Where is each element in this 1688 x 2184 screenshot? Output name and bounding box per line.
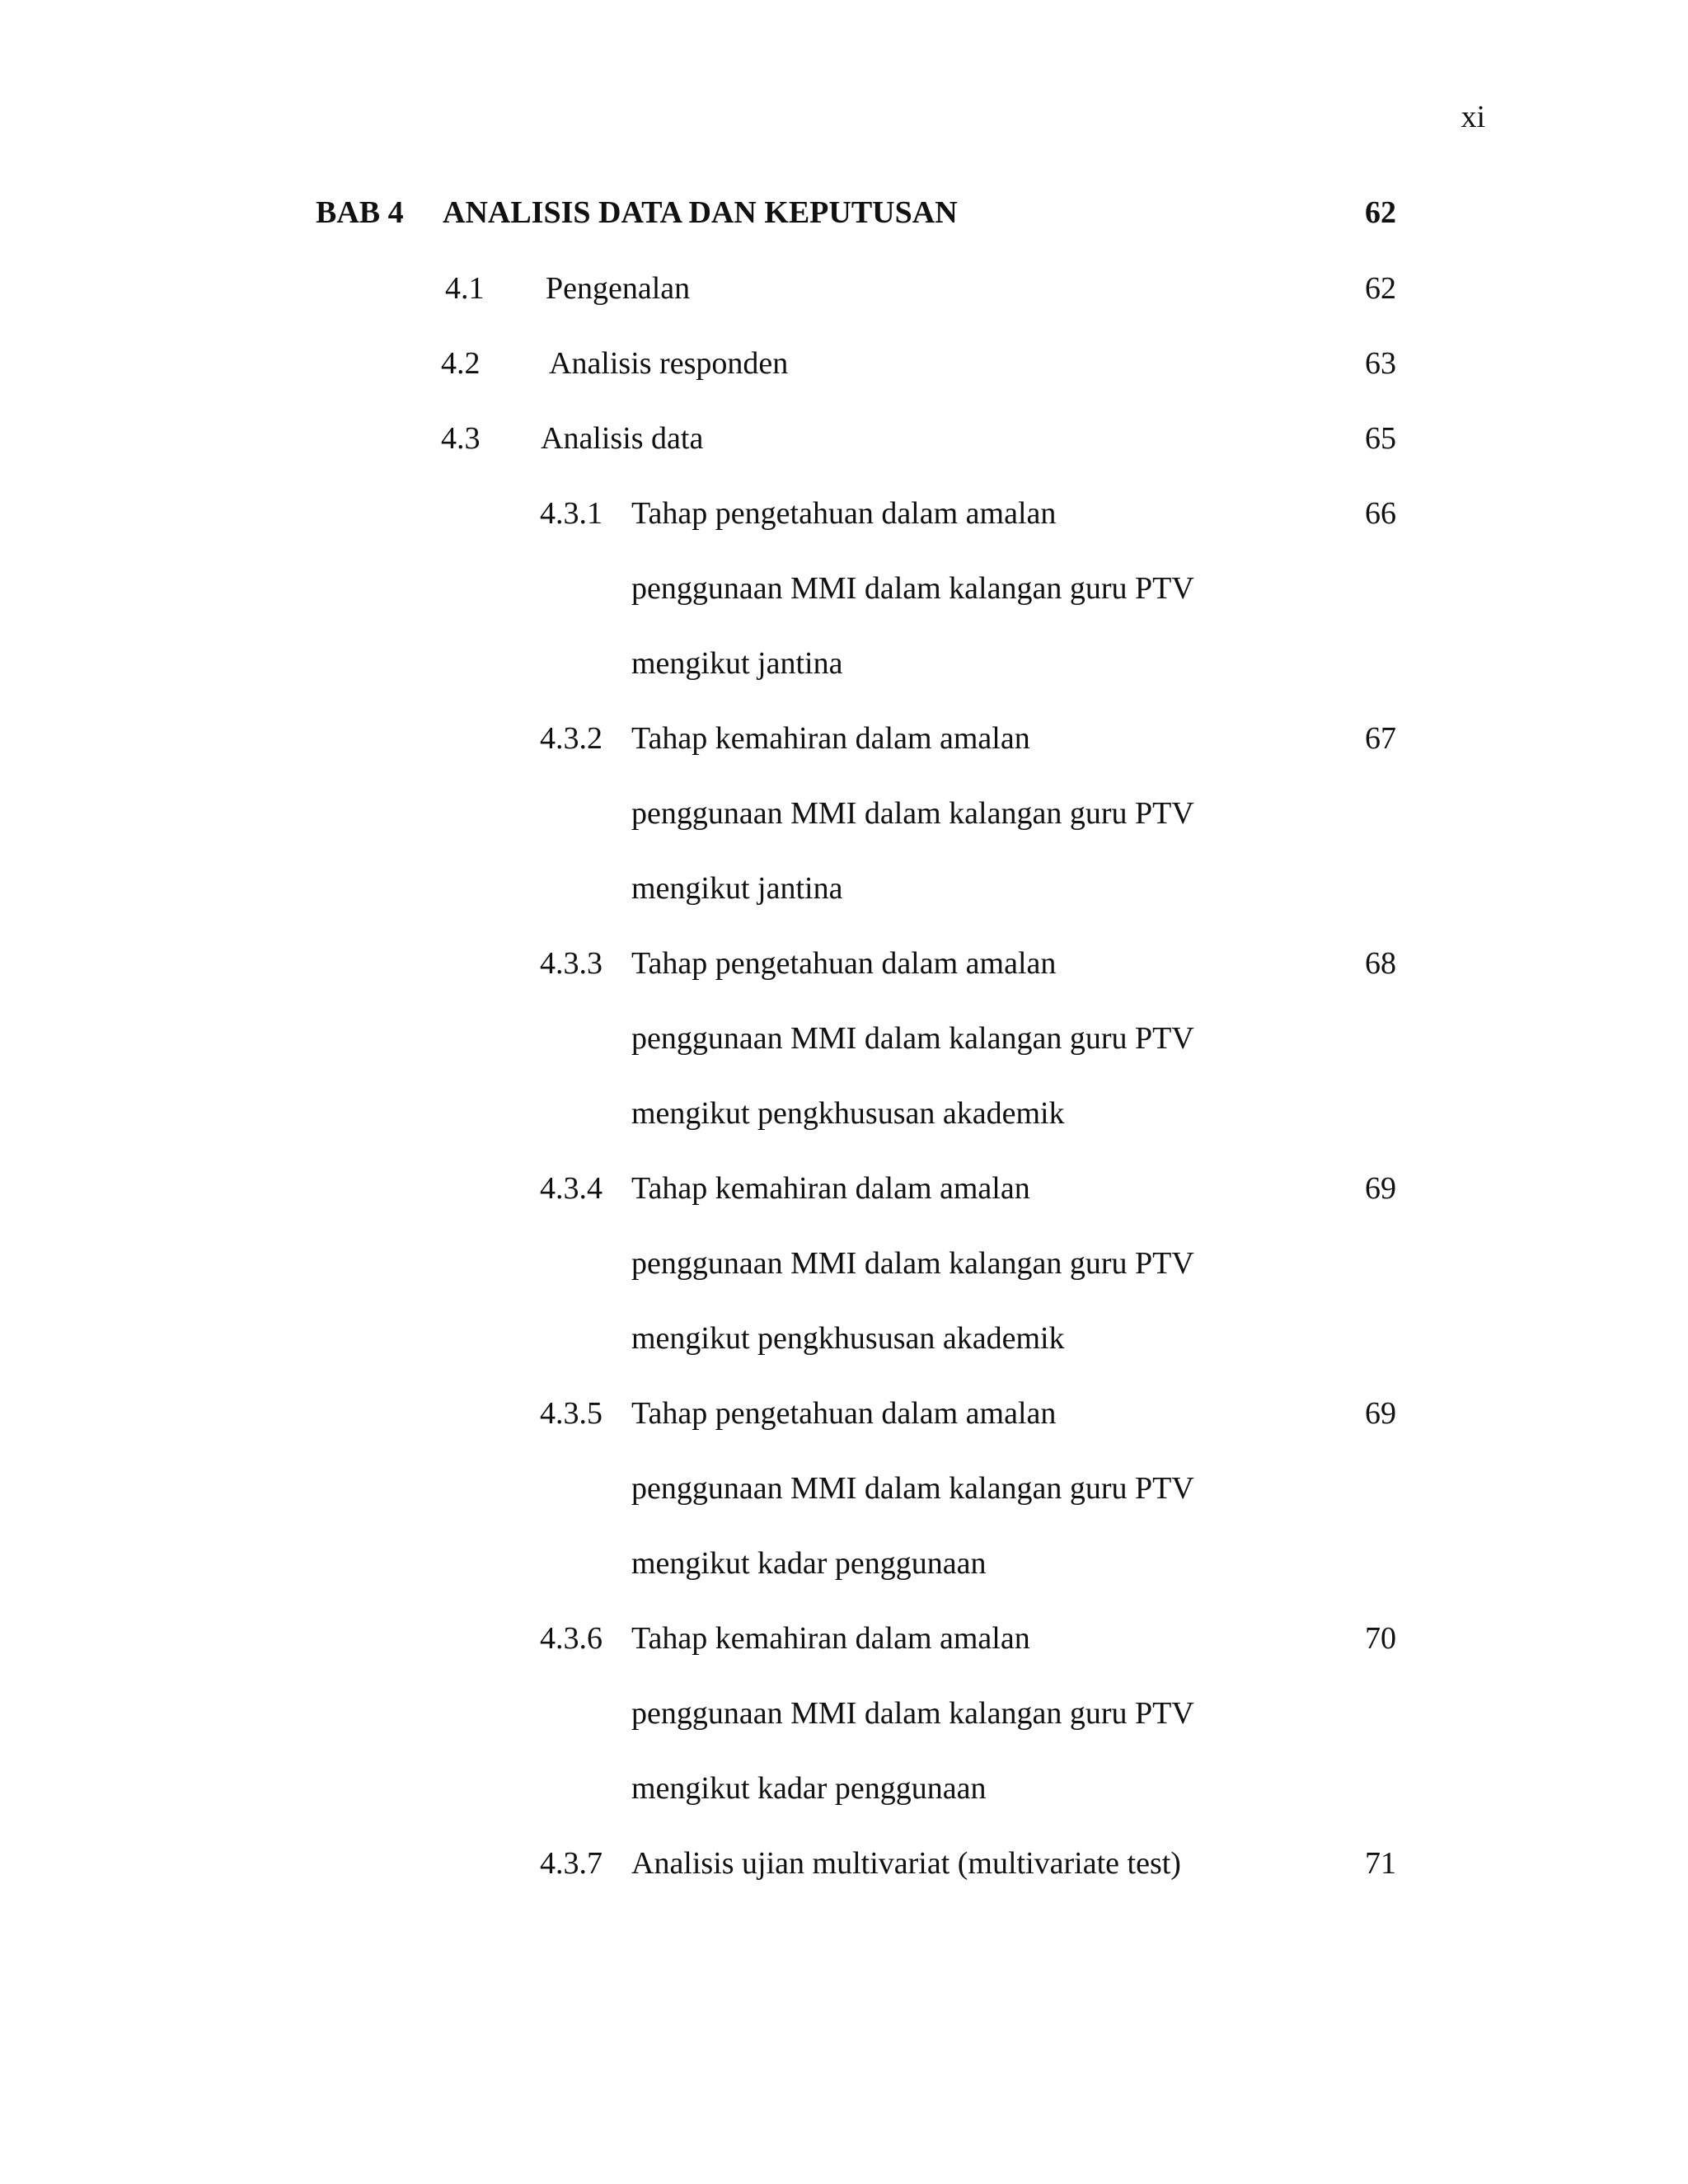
subsection-title-line: mengikut pengkhususan akademik xyxy=(631,1321,1065,1356)
toc-subsection-entry xyxy=(0,1164,1688,1213)
subsection-page: 67 xyxy=(1365,721,1396,756)
section-number: 4.1 xyxy=(445,271,485,306)
toc-section-entry xyxy=(0,264,1688,313)
subsection-title-line: penggunaan MMI dalam kalangan guru PTV xyxy=(631,1246,1194,1281)
subsection-title-line: penggunaan MMI dalam kalangan guru PTV xyxy=(631,1471,1194,1506)
subsection-title: Tahap kemahiran dalam amalan xyxy=(631,1171,1030,1206)
section-title: Pengenalan xyxy=(546,271,691,306)
toc-subsection-entry xyxy=(0,1614,1688,1663)
subsection-number: 4.3.7 xyxy=(540,1846,603,1881)
section-page: 63 xyxy=(1365,346,1396,381)
subsection-page: 66 xyxy=(1365,496,1396,531)
toc-subsection-continuation xyxy=(0,1089,1688,1138)
toc-subsection-entry xyxy=(0,1839,1688,1888)
subsection-page: 71 xyxy=(1365,1846,1396,1881)
subsection-title: Tahap pengetahuan dalam amalan xyxy=(631,946,1057,981)
toc-subsection-continuation xyxy=(0,1689,1688,1738)
toc-subsection-continuation xyxy=(0,1764,1688,1813)
subsection-number: 4.3.4 xyxy=(540,1171,603,1206)
subsection-page: 70 xyxy=(1365,1621,1396,1656)
section-page: 62 xyxy=(1365,271,1396,306)
section-number: 4.3 xyxy=(441,421,481,456)
chapter-title: ANALISIS DATA DAN KEPUTUSAN xyxy=(443,195,958,230)
toc-section-entry xyxy=(0,414,1688,463)
section-title: Analisis data xyxy=(541,421,704,456)
subsection-number: 4.3.2 xyxy=(540,721,603,756)
subsection-title: Tahap kemahiran dalam amalan xyxy=(631,1621,1030,1656)
subsection-title-line: mengikut kadar penggunaan xyxy=(631,1771,987,1806)
subsection-number: 4.3.5 xyxy=(540,1396,603,1431)
subsection-title-line: penggunaan MMI dalam kalangan guru PTV xyxy=(631,1021,1194,1056)
toc-subsection-continuation xyxy=(0,864,1688,913)
toc-subsection-continuation xyxy=(0,789,1688,838)
subsection-number: 4.3.6 xyxy=(540,1621,603,1656)
toc-section-entry xyxy=(0,339,1688,388)
section-page: 65 xyxy=(1365,421,1396,456)
section-title: Analisis responden xyxy=(549,346,789,381)
subsection-page: 68 xyxy=(1365,946,1396,981)
subsection-title-line: mengikut pengkhususan akademik xyxy=(631,1096,1065,1131)
toc-subsection-continuation xyxy=(0,1314,1688,1363)
toc-subsection-continuation xyxy=(0,1464,1688,1513)
toc-subsection-entry xyxy=(0,489,1688,538)
page-number: xi xyxy=(1461,100,1485,134)
subsection-page: 69 xyxy=(1365,1396,1396,1431)
toc-subsection-continuation xyxy=(0,1539,1688,1588)
toc-subsection-continuation xyxy=(0,1014,1688,1063)
subsection-title-line: penggunaan MMI dalam kalangan guru PTV xyxy=(631,796,1194,831)
toc-subsection-entry xyxy=(0,1389,1688,1438)
subsection-title: Tahap pengetahuan dalam amalan xyxy=(631,1396,1057,1431)
toc-chapter-entry xyxy=(0,188,1688,237)
section-number: 4.2 xyxy=(441,346,481,381)
subsection-title: Analisis ujian multivariat (multivariate test) xyxy=(631,1846,1181,1881)
subsection-title-line: mengikut kadar penggunaan xyxy=(631,1546,987,1581)
subsection-title-line: penggunaan MMI dalam kalangan guru PTV xyxy=(631,1696,1194,1731)
toc-subsection-entry xyxy=(0,714,1688,763)
toc-subsection-continuation xyxy=(0,1239,1688,1288)
subsection-title-line: mengikut jantina xyxy=(631,646,843,681)
subsection-title-line: mengikut jantina xyxy=(631,871,843,906)
subsection-title: Tahap kemahiran dalam amalan xyxy=(631,721,1030,756)
subsection-page: 69 xyxy=(1365,1171,1396,1206)
toc-subsection-continuation xyxy=(0,564,1688,613)
subsection-title: Tahap pengetahuan dalam amalan xyxy=(631,496,1057,531)
chapter-label: BAB 4 xyxy=(316,195,404,230)
chapter-page: 62 xyxy=(1365,195,1396,230)
subsection-number: 4.3.3 xyxy=(540,946,603,981)
toc-subsection-continuation xyxy=(0,639,1688,688)
toc-subsection-entry xyxy=(0,939,1688,988)
subsection-number: 4.3.1 xyxy=(540,496,603,531)
subsection-title-line: penggunaan MMI dalam kalangan guru PTV xyxy=(631,571,1194,606)
